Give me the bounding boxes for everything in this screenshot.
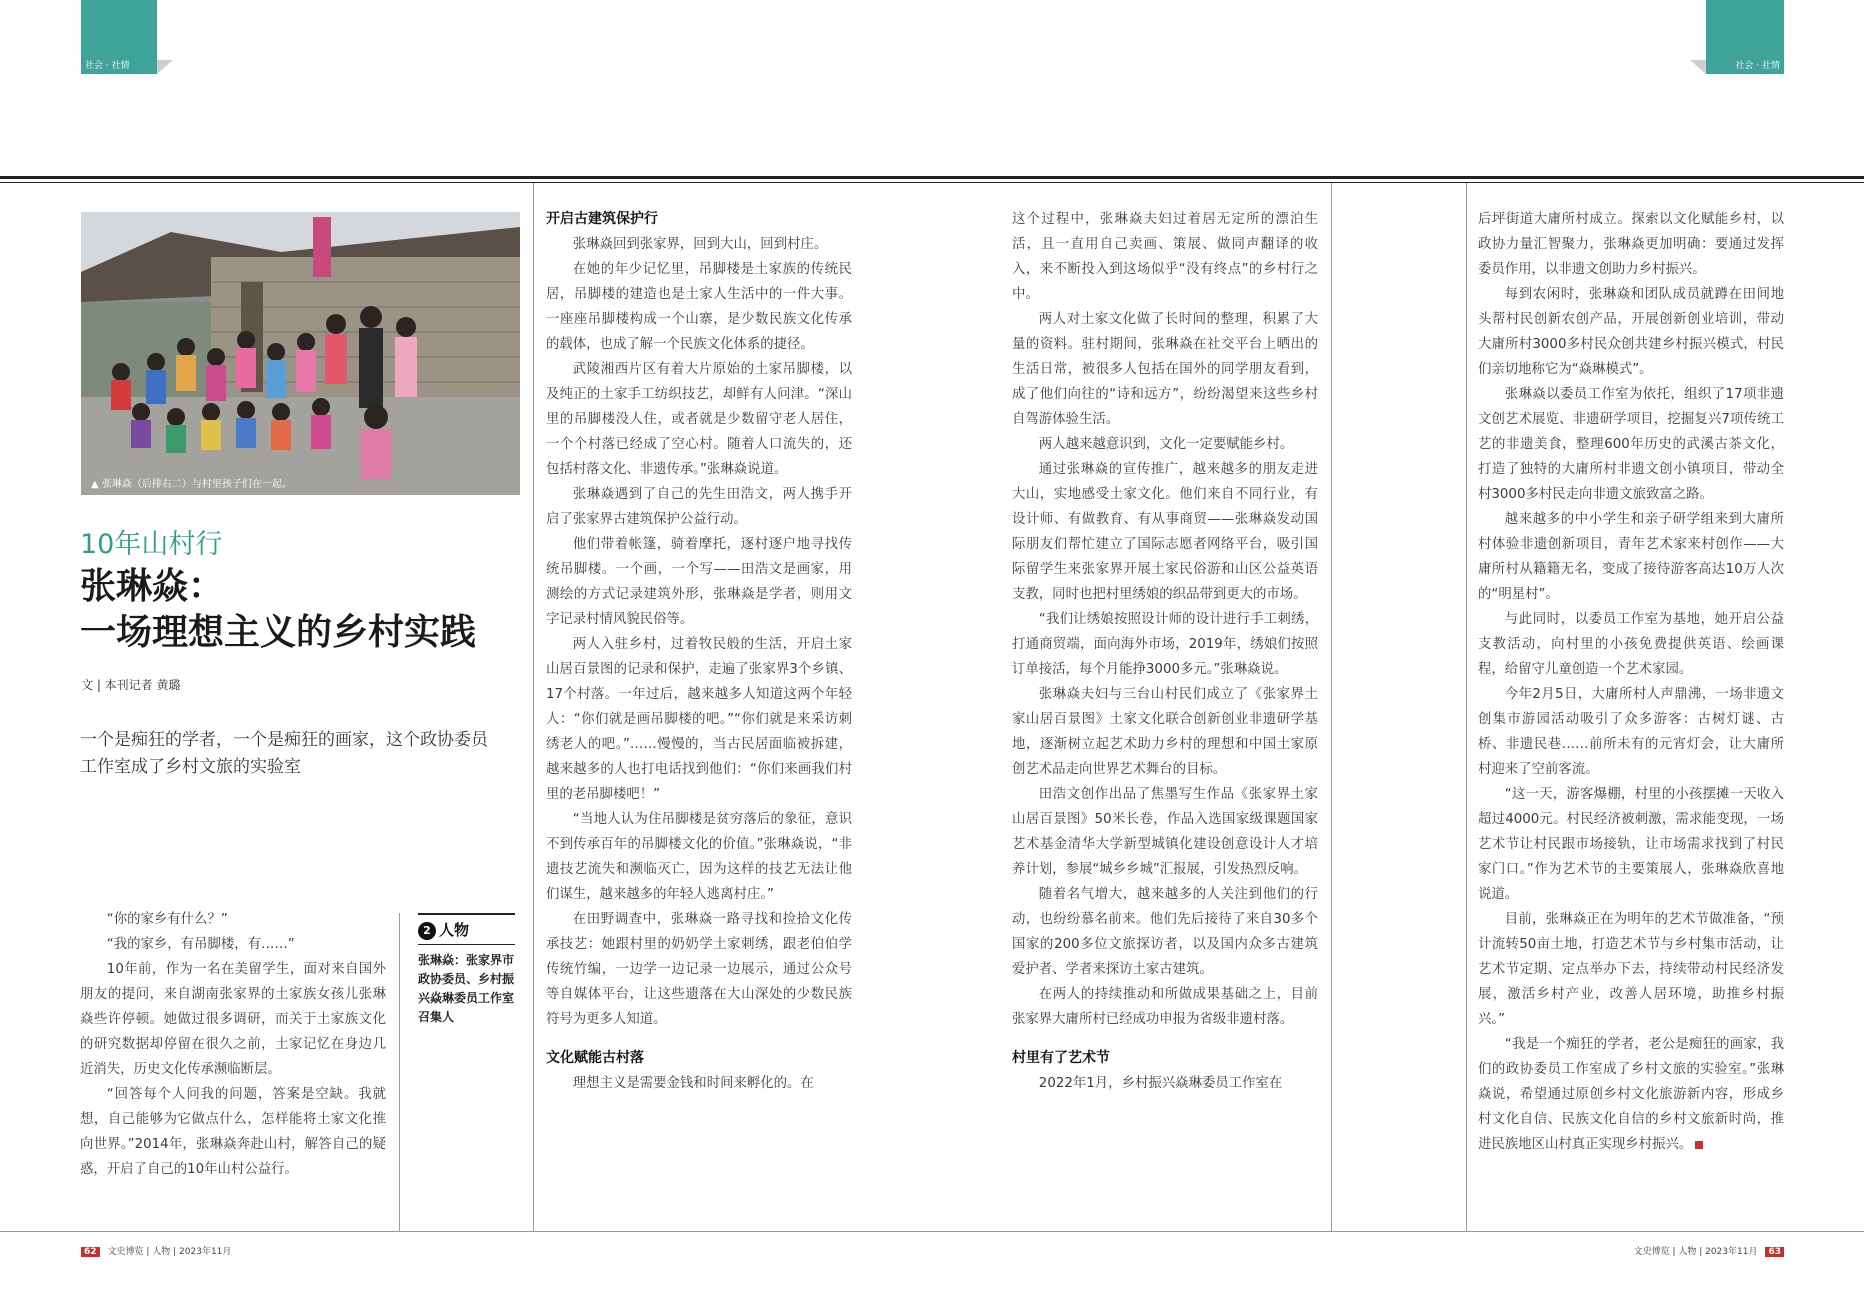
paragraph: 两人对土家文化做了长时间的整理，积累了大量的资料。驻村期间，张琳焱在社交平台上晒出的生活日常，被很多人包括在国外的同学朋友看到，成了他们向往的“诗和远方”，纷纷渴望来这些乡村自驾游体验生活。 — [1012, 312, 1318, 427]
article-title — [80, 564, 476, 656]
paragraph: 在两人的持续推动和所做成果基础之上，目前张家界大庸所村已经成功申报为省级非遗村落。 — [1012, 987, 1318, 1027]
paragraph: 田浩文创作出品了焦墨写生作品《张家界土家山居百景图》50米长卷，作品入选国家级课题国家艺术基金清华大学新型城镇化建设创意设计人才培养计划，参展“城乡乡城”汇报展，引发热烈反响。 — [1012, 787, 1318, 877]
page-number-left: 62 — [81, 1247, 100, 1257]
paragraph: “这一天，游客爆棚，村里的小孩摆摊一天收入超过4000元。村民经济被刺激，需求能变现，一场艺术节让村民跟市场接轨，让市场需求找到了村民家门口。”作为艺术节的主要策展人，张琳焱欣喜地说道。 — [1478, 787, 1784, 902]
header-rule-thin — [0, 182, 1864, 183]
paragraph: “你的家乡有什么？” — [106, 912, 228, 927]
footer-right — [1634, 1244, 1784, 1257]
paragraph: 张琳焱回到张家界，回到大山，回到村庄。 — [572, 237, 828, 252]
paragraph: “当地人认为住吊脚楼是贫穷落后的象征，意识不到传承百年的吊脚楼文化的价值。”张琳焱说，“非遗技艺流失和濒临灭亡，因为这样的技艺无法让他们谋生，越来越多的年轻人逃离村庄。” — [546, 812, 852, 902]
paragraph: 武陵湘西片区有着大片原始的土家吊脚楼，以及纯正的土家手工纺织技艺，却鲜有人问津。“深山里的吊脚楼没人住，或者就是少数留守老人居住，一个个村落已经成了空心村。随着人口流失的，还包括村落文化、非遗传承。”张琳焱说道。 — [546, 362, 852, 477]
paragraph: 张琳焱以委员工作室为依托，组织了17项非遗文创艺术展览、非遗研学项目，挖掘复兴7项传统工艺的非遗美食，整理600年历史的武溪古茶文化，打造了独特的大庸所村非遗文创小镇项目，带动全村3000多村民走向非遗文旅致富之路。 — [1478, 387, 1784, 502]
paragraph: 这个过程中，张琳焱夫妇过着居无定所的漂泊生活，且一直用自己卖画、策展、做同声翻译的收入，来不断投入到这场似乎“没有终点”的乡村行之中。 — [1012, 212, 1318, 302]
column-3 — [1012, 207, 1318, 1096]
paragraph: 两人越来越意识到，文化一定要赋能乡村。 — [1038, 437, 1294, 452]
column-1 — [80, 907, 386, 1182]
paragraph: 随着名气增大，越来越多的人关注到他们的行动，也纷纷慕名前来。他们先后接待了来自30多个国家的200多位文旅探访者，以及国内众多古建筑爱护者、学者来探访土家古建筑。 — [1012, 887, 1318, 977]
paragraph: 理想主义是需要金钱和时间来孵化的。在 — [572, 1076, 814, 1091]
paragraph: 张琳焱遇到了自己的先生田浩文，两人携手开启了张家界古建筑保护公益行动。 — [546, 487, 852, 527]
footer-left — [81, 1244, 231, 1257]
closing-paragraph: “我是一个痴狂的学者，老公是痴狂的画家，我们的政协委员工作室成了乡村文旅的实验室。”张琳焱说，希望通过原创乡村文化旅游新内容，形成乡村文化自信、民族文化自信的乡村文旅新时尚，推进民族地区山村真正实现乡村振兴。 — [1478, 1037, 1784, 1152]
column-divider — [533, 183, 534, 1231]
footer-right-text: 文史博览 | 人物 | 2023年11月 — [1633, 1247, 1758, 1257]
title-line-1: 张琳焱： — [80, 566, 225, 607]
sidebar-title — [418, 919, 515, 941]
tab-corner-left — [157, 60, 173, 74]
paragraph: 在田野调查中，张琳焱一路寻找和捡拾文化传承技艺：她跟村里的奶奶学土家刺绣，跟老伯伯学传统竹编，一边学一边记录一边展示，通过公众号等自媒体平台，让这些遗落在大山深处的少数民族符号为更多人知道。 — [546, 912, 852, 1027]
column-2 — [546, 207, 852, 1096]
paragraph: 越来越多的中小学生和亲子研学组来到大庸所村体验非遗创新项目，青年艺术家来村创作——大庸所村从籍籍无名，变成了接待游客高达10万人次的“明星村”。 — [1478, 512, 1784, 602]
paragraph: 10年前，作为一名在美留学生，面对来自国外朋友的提问，来自湖南张家界的土家族女孩儿张琳焱些许停顿。她做过很多调研，而关于土家族文化的研究数据却停留在很久之前，土家记忆在身边几近消失，历史文化传承濒临断层。 — [80, 962, 386, 1077]
section-heading: 村里有了艺术节 — [1012, 1050, 1110, 1066]
paragraph: 今年2月5日，大庸所村人声鼎沸，一场非遗文创集市游园活动吸引了众多游客：古树灯谜、古桥、非遗民巷……前所未有的元宵灯会，让大庸所村迎来了空前客流。 — [1478, 687, 1784, 777]
tab-corner-right — [1690, 60, 1706, 74]
paragraph: “回答每个人问我的问题，答案是空缺。我就想，自己能够为它做点什么，怎样能将土家文化推向世界。”2014年，张琳焱奔赴山村，解答自己的疑惑，开启了自己的10年山村公益行。 — [80, 1087, 386, 1177]
column-divider — [1331, 183, 1332, 1231]
paragraph: 后坪街道大庸所村成立。探索以文化赋能乡村，以政协力量汇智聚力，张琳焱更加明确：要通过发挥委员作用，以非遗文创助力乡村振兴。 — [1478, 212, 1784, 277]
paragraph: 通过张琳焱的宣传推广，越来越多的朋友走进大山，实地感受土家文化。他们来自不同行业，有设计师、有做教育、有从事商贸——张琳焱发动国际朋友们帮忙建立了国际志愿者网络平台，吸引国际留学生来张家界开展土家民俗游和山区公益英语支教，同时也把村里绣娘的织品带到更大的市场。 — [1012, 462, 1318, 602]
footer-rule — [0, 1231, 1864, 1232]
section-label-left: 社会 · 社情 — [85, 61, 130, 71]
section-heading: 开启古建筑保护行 — [546, 211, 658, 227]
byline: 文 | 本刊记者 黄璐 — [81, 678, 181, 692]
sidebar-rule — [418, 913, 515, 915]
sidebar-title-text: 人物 — [439, 921, 470, 939]
paragraph: “我的家乡，有吊脚楼，有……” — [106, 937, 295, 952]
photo-caption: ▲ 张琳焱（后排右二）与村里孩子们在一起。 — [91, 479, 292, 490]
paragraph: 他们带着帐篷，骑着摩托，逐村逐户地寻找传统吊脚楼。一个画，一个写——田浩文是画家，用测绘的方式记录建筑外形，张琳焱是学者，则用文字记录村情风貌民俗等。 — [546, 537, 852, 627]
paragraph: “我们让绣娘按照设计师的设计进行手工刺绣，打通商贸端，面向海外市场，2019年，绣娘们按照订单接活，每个月能挣3000多元。”张琳焱说。 — [1012, 612, 1318, 677]
paragraph: 张琳焱夫妇与三台山村民们成立了《张家界土家山居百景图》土家文化联合创新创业非遗研学基地，逐渐树立起艺术助力乡村的理想和中国土家原创艺术品走向世界艺术舞台的目标。 — [1012, 687, 1318, 777]
article-deck: 一个是痴狂的学者，一个是痴狂的画家，这个政协委员工作室成了乡村文旅的实验室 — [80, 730, 488, 777]
sidebar-rule — [418, 944, 515, 945]
page-number-right: 63 — [1765, 1247, 1784, 1257]
section-label-right: 社会 · 社情 — [1735, 61, 1780, 71]
end-mark-icon — [1695, 1141, 1703, 1149]
village-children-photo — [81, 212, 520, 495]
column-divider — [1466, 183, 1467, 1231]
paragraph: 目前，张琳焱正在为明年的艺术节做准备，“预计流转50亩土地，打造艺术节与乡村集市活动，让艺术节定期、定点举办下去，持续带动村民经济发展，激活乡村产业，改善人居环境，助推乡村振兴。” — [1478, 912, 1784, 1027]
footer-left-text: 文史博览 | 人物 | 2023年11月 — [107, 1247, 232, 1257]
column-4 — [1478, 207, 1784, 1157]
sidebar-badge: 2 — [418, 922, 436, 940]
article-kicker: 10年山村行 — [80, 529, 223, 560]
header-rule-thick — [0, 176, 1864, 179]
people-sidebar — [418, 913, 515, 1027]
section-heading: 文化赋能古村落 — [546, 1050, 644, 1066]
article-photo — [81, 212, 520, 495]
paragraph — [1478, 1032, 1784, 1157]
paragraph: 每到农闲时，张琳焱和团队成员就蹲在田间地头帮村民创新农创产品，开展创新创业培训，带动大庸所村3000多村民众创共建乡村振兴模式，村民们亲切地称它为“焱琳模式”。 — [1478, 287, 1784, 377]
title-line-2: 一场理想主义的乡村实践 — [80, 612, 477, 653]
section-tab-left — [81, 0, 157, 74]
paragraph: 2022年1月，乡村振兴焱琳委员工作室在 — [1038, 1076, 1283, 1091]
paragraph: 在她的年少记忆里，吊脚楼是土家族的传统民居，吊脚楼的建造也是土家人生活中的一件大事。一座座吊脚楼构成一个山寨，是少数民族文化传承的载体，也成了解一个民族文化体系的捷径。 — [546, 262, 852, 352]
paragraph: 与此同时，以委员工作室为基地，她开启公益支教活动，向村里的小孩免费提供英语、绘画课程，给留守儿童创造一个艺术家园。 — [1478, 612, 1784, 677]
sidebar-text: 张琳焱：张家界市政协委员、乡村振兴焱琳委员工作室召集人 — [418, 953, 515, 1024]
paragraph: 两人入驻乡村，过着牧民般的生活，开启土家山居百景图的记录和保护，走遍了张家界3个乡镇、17个村落。一年过后，越来越多人知道这两个年轻人：“你们就是画吊脚楼的吧。”“你们就是来采访刺绣老人的吧。”……慢慢的，当古民居面临被拆建，越来越多的人也打电话找到他们：“你们来画我们村里的老吊脚楼吧！” — [546, 637, 852, 802]
section-tab-right — [1706, 0, 1784, 74]
sidebar-divider — [399, 913, 400, 1231]
